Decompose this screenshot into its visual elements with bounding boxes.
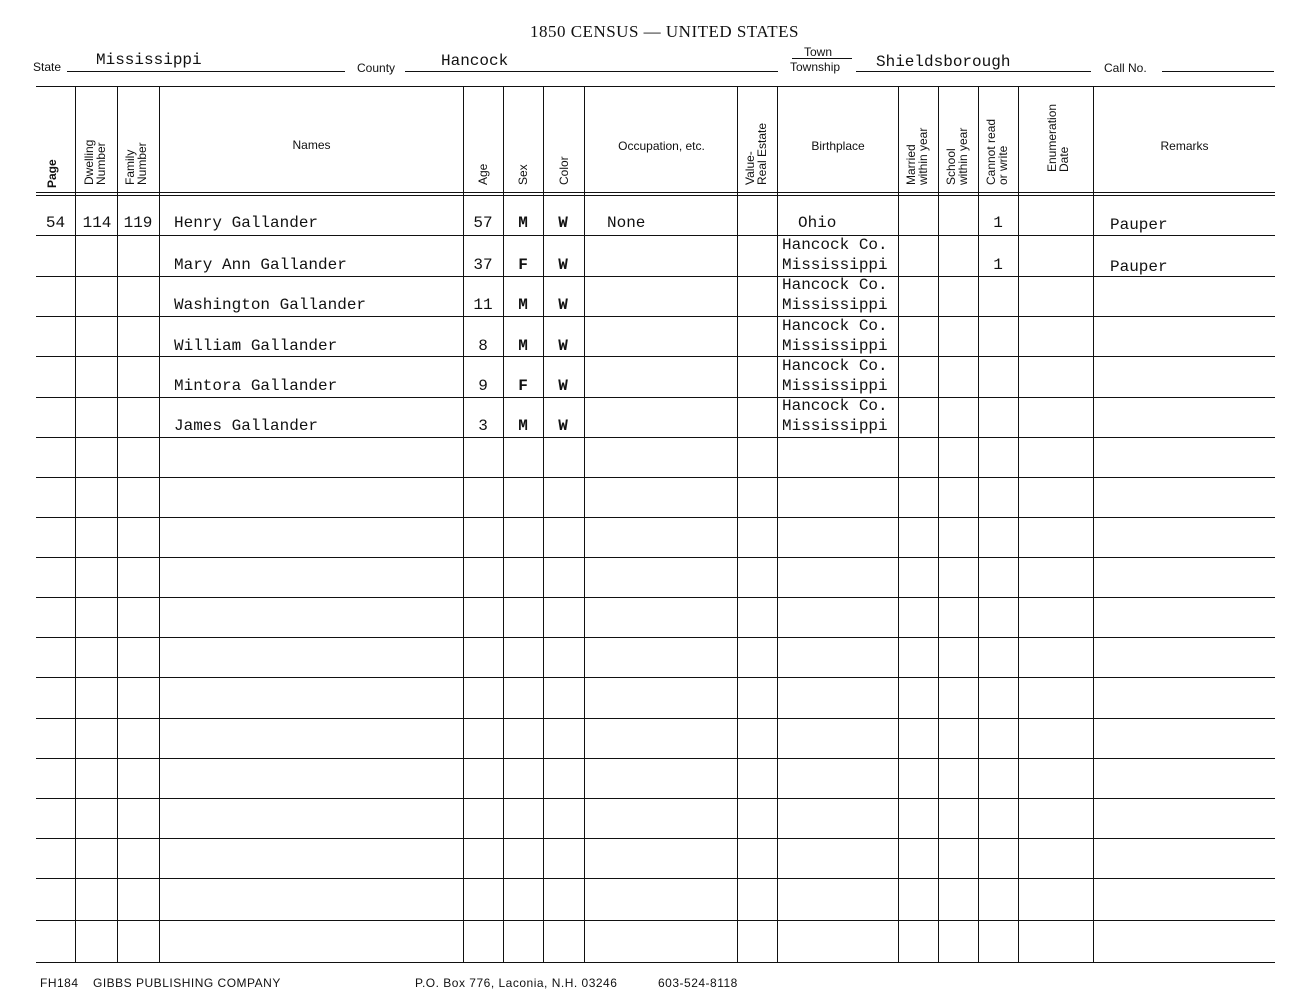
cell-birthplace-line2: Mississippi: [782, 377, 888, 395]
col-age: Age: [476, 163, 490, 185]
state-label: State: [33, 60, 62, 74]
header-rule-2: [36, 195, 1275, 196]
col-value-real-estate: Value- Real Estate: [743, 122, 769, 185]
cell-color: W: [558, 256, 568, 274]
cell-name: Mary Ann Gallander: [174, 256, 347, 274]
cell-sex: M: [518, 417, 528, 435]
cell-remarks: Pauper: [1110, 216, 1168, 234]
row-line: [36, 477, 1275, 478]
cell-birthplace-line2: Mississippi: [782, 417, 888, 435]
column-divider: [584, 86, 585, 963]
footer-publisher: GIBBS PUBLISHING COMPANY: [93, 976, 281, 990]
row-line: [36, 597, 1275, 598]
footer-address: P.O. Box 776, Laconia, N.H. 03246: [415, 976, 618, 990]
town-label: Town: [804, 45, 833, 59]
state-value: Mississippi: [96, 51, 202, 69]
cell-remarks: Pauper: [1110, 258, 1168, 276]
col-family: Family Number: [123, 142, 149, 185]
cell-age: 3: [478, 417, 488, 435]
cell-cannot-read: 1: [993, 256, 1003, 274]
cell-occupation: None: [607, 214, 646, 232]
col-birthplace: Birthplace: [811, 139, 865, 153]
cell-color: W: [558, 214, 568, 232]
column-divider: [938, 86, 939, 963]
county-value: Hancock: [441, 52, 509, 70]
col-color: Color: [557, 156, 571, 185]
row-line: [36, 517, 1275, 518]
column-divider: [1018, 86, 1019, 963]
row-line: [36, 437, 1275, 438]
callno-label: Call No.: [1104, 61, 1147, 75]
row-line: [36, 718, 1275, 719]
row-line: [36, 677, 1275, 678]
footer-phone: 603-524-8118: [658, 976, 738, 990]
col-enumeration-date: Enumeration Date: [1045, 103, 1071, 172]
column-divider: [777, 86, 778, 963]
cell-birthplace-line1: Hancock Co.: [782, 236, 888, 254]
row-line: [36, 962, 1275, 963]
col-married-within-year: Married within year: [904, 127, 930, 185]
col-occupation: Occupation, etc.: [618, 139, 705, 153]
col-sex: Sex: [516, 164, 530, 185]
township-label: Township: [790, 60, 841, 74]
cell-name: Henry Gallander: [174, 214, 319, 232]
row-line: [36, 557, 1275, 558]
cell-age: 8: [478, 337, 488, 355]
col-dwelling: Dwelling Number: [82, 139, 108, 185]
township-fill-line: [856, 71, 1091, 72]
cell-dwelling: 114: [82, 214, 112, 232]
cell-sex: M: [518, 296, 528, 314]
column-divider: [737, 86, 738, 963]
cell-birthplace-line2: Mississippi: [782, 337, 888, 355]
cell-color: W: [558, 377, 568, 395]
cell-sex: F: [518, 256, 528, 274]
cell-name: James Gallander: [174, 417, 319, 435]
cell-age: 57: [473, 214, 493, 232]
row-line: [36, 920, 1275, 921]
county-fill-line: [405, 71, 778, 72]
cell-cannot-read: 1: [993, 214, 1003, 232]
cell-birthplace-line1: Hancock Co.: [782, 397, 888, 415]
cell-name: Mintora Gallander: [174, 377, 338, 395]
row-line: [36, 356, 1275, 357]
col-names: Names: [292, 138, 331, 152]
cell-sex: F: [518, 377, 528, 395]
row-line: [36, 276, 1275, 277]
cell-birthplace-line2: Mississippi: [782, 256, 888, 274]
cell-name: Washington Gallander: [174, 296, 367, 314]
col-page: Page: [45, 159, 59, 188]
col-school-within-year: School within year: [944, 127, 970, 185]
cell-birthplace-line1: Hancock Co.: [782, 276, 888, 294]
cell-sex: M: [518, 214, 528, 232]
state-fill-line: [67, 71, 345, 72]
callno-fill-line: [1162, 71, 1274, 72]
cell-family: 119: [123, 214, 153, 232]
cell-age: 37: [473, 256, 493, 274]
table-top-border: [36, 86, 1275, 87]
row-line: [36, 798, 1275, 799]
cell-color: W: [558, 337, 568, 355]
row-line: [36, 316, 1275, 317]
page-title: 1850 CENSUS — UNITED STATES: [529, 22, 800, 41]
cell-name: William Gallander: [174, 337, 338, 355]
cell-page: 54: [45, 214, 66, 232]
cell-color: W: [558, 296, 568, 314]
row-line: [36, 637, 1275, 638]
cell-sex: M: [518, 337, 528, 355]
township-value: Shieldsborough: [876, 53, 1011, 71]
cell-birthplace-line1: Hancock Co.: [782, 317, 888, 335]
row-line: [36, 235, 1275, 236]
row-line: [36, 838, 1275, 839]
header-rule-1: [36, 192, 1275, 193]
column-divider: [159, 86, 160, 963]
cell-color: W: [558, 417, 568, 435]
column-divider: [75, 86, 76, 963]
county-label: County: [357, 61, 396, 75]
row-line: [36, 758, 1275, 759]
column-divider: [898, 86, 899, 963]
col-remarks: Remarks: [1160, 139, 1209, 153]
cell-birthplace: Ohio: [798, 214, 837, 232]
row-line: [36, 397, 1275, 398]
town-township-divider: [792, 58, 852, 59]
cell-birthplace-line1: Hancock Co.: [782, 357, 888, 375]
footer-code: FH184: [40, 976, 79, 990]
column-divider: [1093, 86, 1094, 963]
cell-birthplace-line2: Mississippi: [782, 296, 888, 314]
col-cannot-read-write: Cannot read or write: [984, 118, 1010, 185]
row-line: [36, 878, 1275, 879]
cell-age: 11: [473, 296, 493, 314]
cell-age: 9: [478, 377, 488, 395]
